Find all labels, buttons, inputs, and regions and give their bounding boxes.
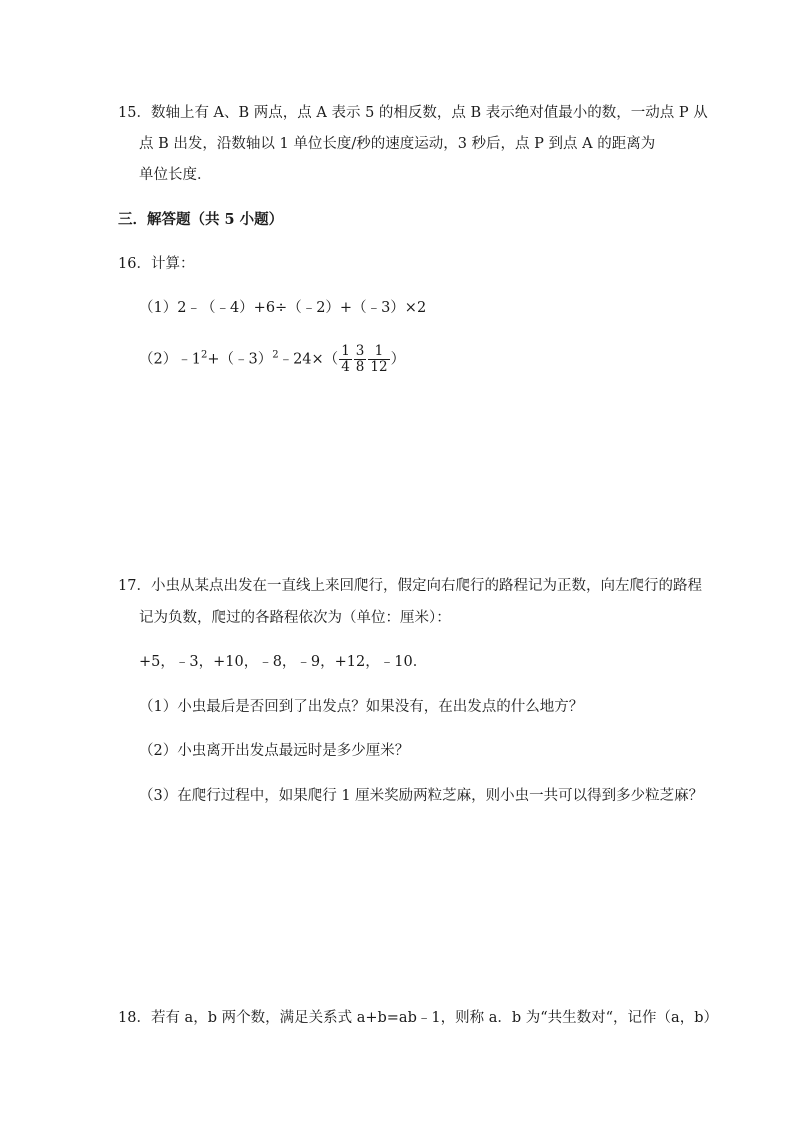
q17-line-2: 记为负数，爬过的各路程依次为（单位：厘米）： bbox=[139, 610, 451, 626]
fraction-3 bbox=[368, 344, 389, 375]
q16-part-1: （1）2﹣（﹣4）+6÷（﹣2）+（﹣3）×2 bbox=[139, 300, 427, 316]
fraction-1-numerator: 1 bbox=[341, 343, 350, 359]
q16-title: 16．计算： bbox=[118, 256, 195, 272]
q16-part2-mid2: ﹣24×（ bbox=[278, 351, 339, 368]
fraction-2-denominator: 8 bbox=[355, 359, 365, 375]
fraction-1 bbox=[339, 344, 352, 375]
q16-exp-2: 2 bbox=[272, 349, 279, 361]
q16-exp-1: 2 bbox=[200, 349, 208, 361]
section-heading: 三．解答题（共 5 小题） bbox=[118, 211, 284, 228]
fraction-2 bbox=[354, 344, 367, 375]
q17-sub-3: （3）在爬行过程中，如果爬行 1 厘米奖励两粒芝麻，则小虫一共可以得到多少粒芝麻？ bbox=[139, 788, 704, 804]
q17-line-1: 17．小虫从某点出发在一直线上来回爬行，假定向右爬行的路程记为正数，向左爬行的路程 bbox=[118, 578, 702, 594]
q15-line-1: 15．数轴上有 A、B 两点，点 A 表示 5 的相反数，点 B 表示绝对值最小的数，一动点 P 从 bbox=[118, 105, 708, 121]
q18-line-1: 18．若有 a，b 两个数，满足关系式 a+b=ab﹣1，则称 a．b 为“共生数对“，记作（a，b） bbox=[118, 1010, 718, 1026]
fraction-1-denominator: 4 bbox=[341, 359, 350, 375]
fraction-2-numerator: 3 bbox=[355, 343, 365, 359]
q16-part2-mid: +（﹣3） bbox=[207, 351, 273, 368]
q15-line-2: 点 B 出发，沿数轴以 1 单位长度/秒的速度运动，3 秒后，点 P 到点 A 的距离为 bbox=[139, 136, 656, 152]
q17-sub-2: （2）小虫离开出发点最远时是多少厘米？ bbox=[139, 743, 410, 759]
fraction-3-denominator: 12 bbox=[370, 359, 388, 375]
q15-line-3: 单位长度． bbox=[139, 167, 212, 183]
q16-part2-suffix: ） bbox=[390, 351, 406, 368]
q17-data: +5，﹣3，+10，﹣8，﹣9，+12，﹣10． bbox=[139, 654, 428, 670]
q16-part2-prefix: （2）﹣1 bbox=[139, 351, 201, 368]
fraction-3-numerator: 1 bbox=[368, 344, 389, 360]
q17-sub-1: （1）小虫最后是否回到了出发点？如果没有，在出发点的什么地方？ bbox=[139, 699, 584, 715]
q16-part-2 bbox=[139, 344, 405, 375]
